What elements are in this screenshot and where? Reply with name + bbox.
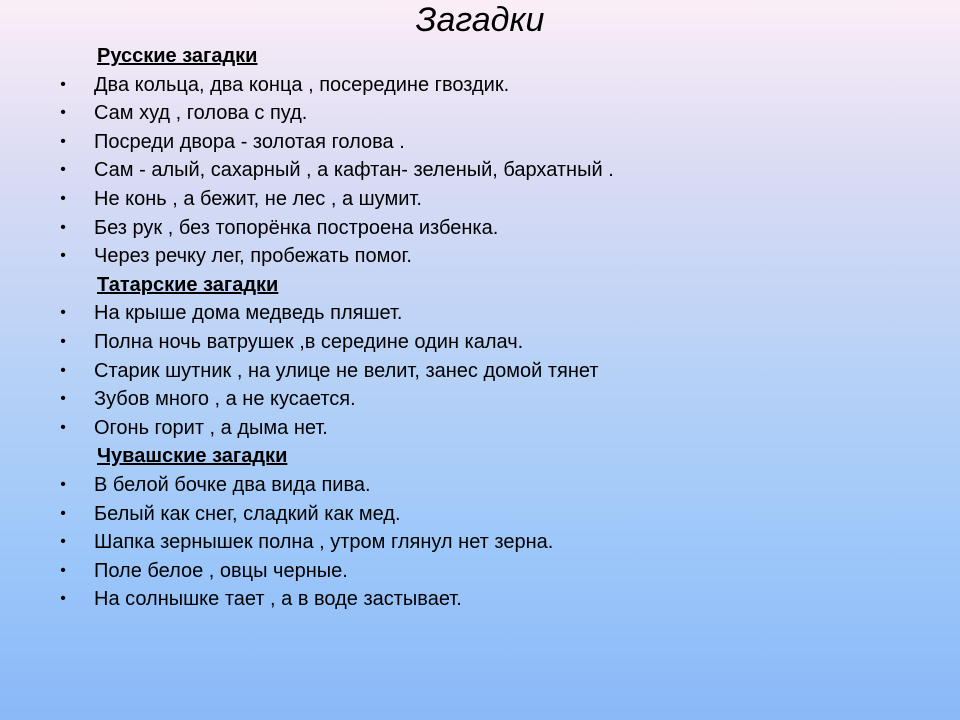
bullet-icon: • — [60, 561, 66, 579]
riddle-text: Через речку лег, пробежать помог. — [94, 245, 412, 268]
bullet-icon: • — [60, 218, 66, 236]
riddle-list — [56, 42, 936, 614]
bullet-icon: • — [60, 75, 66, 93]
section-chuvash — [56, 442, 936, 614]
bullet-icon: • — [60, 590, 66, 608]
riddle-item — [56, 299, 936, 328]
slide-title: Загадки — [415, 1, 545, 39]
bullet-icon: • — [60, 189, 66, 207]
riddle-text: Не конь , а бежит, не лес , а шумит. — [94, 187, 422, 210]
riddle-item — [56, 385, 936, 414]
riddle-item — [56, 585, 936, 614]
riddle-item — [56, 471, 936, 500]
riddle-text: Старик шутник , на улице не велит, занес домой тянет — [94, 359, 599, 382]
riddle-item — [56, 156, 936, 185]
section-heading: Чувашские загадки — [97, 445, 288, 468]
bullet-icon: • — [60, 304, 66, 322]
riddle-item — [56, 557, 936, 586]
riddle-item — [56, 414, 936, 443]
riddle-item — [56, 71, 936, 100]
bullet-icon: • — [60, 104, 66, 122]
riddle-text: Два кольца, два конца , посередине гвоздик. — [94, 73, 510, 96]
riddle-text: Шапка зернышек полна , утром глянул нет зерна. — [94, 531, 554, 554]
riddle-text: На крыше дома медведь пляшет. — [94, 302, 403, 325]
riddle-text: На солнышке тает , а в воде застывает. — [94, 588, 462, 611]
section-heading: Русские загадки — [97, 45, 258, 67]
bullet-icon: • — [60, 132, 66, 150]
bullet-icon: • — [60, 361, 66, 379]
riddle-items — [56, 71, 936, 271]
section-tatar — [56, 271, 936, 443]
riddle-item — [56, 99, 936, 128]
riddle-item — [56, 528, 936, 557]
riddle-text: Поле белое , овцы черные. — [94, 559, 348, 582]
bullet-icon: • — [60, 475, 66, 493]
riddle-text: Полна ночь ватрушек ,в середине один калач. — [94, 330, 524, 353]
riddle-text: Посреди двора - золотая голова . — [94, 130, 405, 153]
bullet-icon: • — [60, 247, 66, 265]
bullet-icon: • — [60, 390, 66, 408]
riddle-items — [56, 471, 936, 614]
section-russian — [56, 42, 936, 271]
riddle-item — [56, 214, 936, 243]
riddle-items — [56, 299, 936, 442]
riddle-item — [56, 242, 936, 271]
riddle-text: Огонь горит , а дыма нет. — [94, 416, 328, 439]
section-heading: Татарские загадки — [97, 273, 279, 296]
bullet-icon: • — [60, 332, 66, 350]
riddle-item — [56, 128, 936, 157]
riddle-text: Зубов много , а не кусается. — [94, 388, 356, 411]
bullet-icon: • — [60, 418, 66, 436]
riddle-item — [56, 500, 936, 529]
riddle-text: Белый как снег, сладкий как мед. — [94, 502, 401, 525]
riddle-text: Сам худ , голова с пуд. — [94, 102, 308, 125]
riddle-text: В белой бочке два вида пива. — [94, 473, 371, 496]
bullet-icon: • — [60, 504, 66, 522]
riddle-item — [56, 328, 936, 357]
riddle-item — [56, 185, 936, 214]
riddle-text: Сам - алый, сахарный , а кафтан- зеленый, бархатный . — [94, 159, 614, 182]
bullet-icon: • — [60, 533, 66, 551]
bullet-icon: • — [60, 161, 66, 179]
riddle-text: Без рук , без топорёнка построена избенка. — [94, 216, 499, 239]
riddle-item — [56, 357, 936, 386]
